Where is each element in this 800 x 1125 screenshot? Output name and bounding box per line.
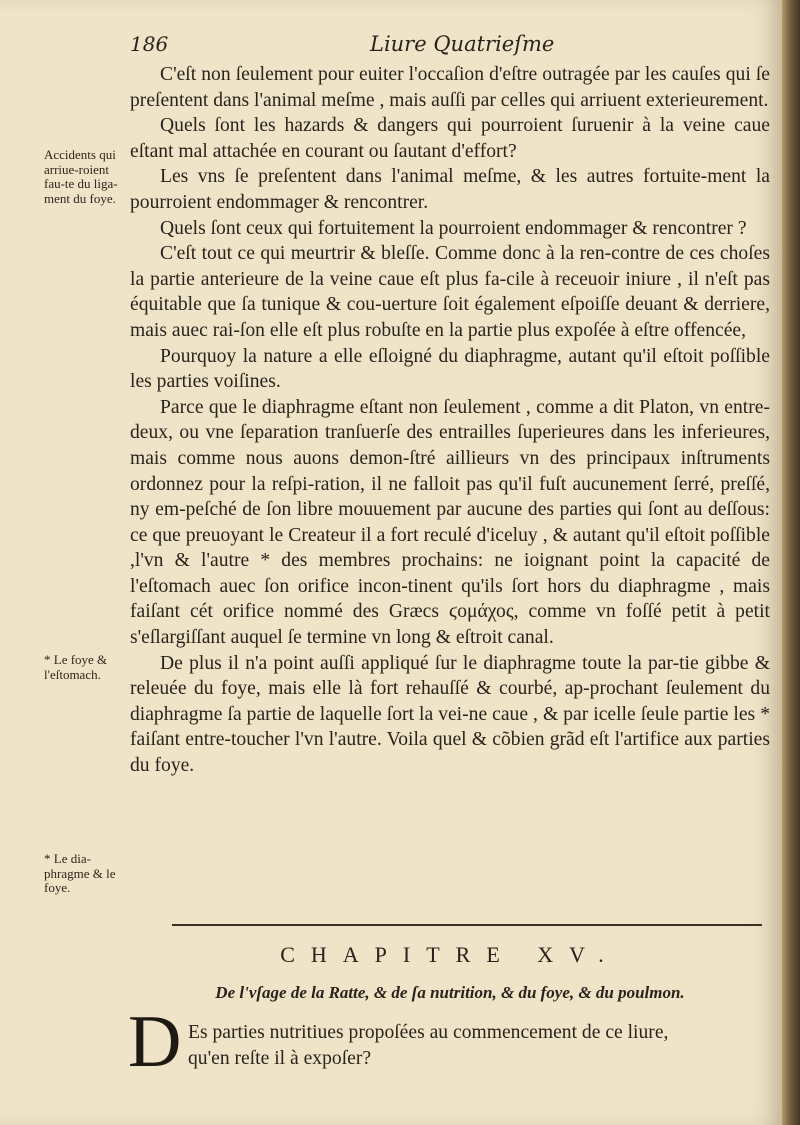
paragraph: Quels ſont les hazards & dangers qui pourroient ſuruenir à la veine caue eſtant mal attachée en courant ou ſautant d'effort?: [130, 115, 770, 162]
paragraph: Parce que le diaphragme eſtant non ſeulement , comme a dit Platon, vn entre-deux, ou vne ſeparation tranſuerſe des entrailles ſuperieures dans les inferieures, mais comme nous auons demon-ſtré aillieurs vn des principaux inſtruments ordonnez pour la reſpi-ration, il ne falloit pas qu'il fuſt aucunement ſerré, preſſé, ny em-peſché de ſon libre mouuement par aucune des parties qui ſont au deſſous: ce que preuoyant le Createur il a fort reculé d'iceluy , & autant qu'il eſtoit poſſible ,l'vn & l'autre * des membres prochains: ne ioignant point la capacité de l'eſtomach auec ſon orifice incon-tinent qu'ils ſort hors du diaphragme , mais faiſant cét orifice nommé des Græcs ϛομάχος, comme vn foſſé petit à petit s'eſlargiſſant auquel ſe termine vn long & eſtroit canal.: [130, 396, 770, 649]
marginal-note: Accidents qui arriue-roient fau-te du liga-ment du foye.: [44, 147, 118, 206]
body-text: [130, 62, 770, 779]
text-line: qu'en reſte il à expoſer?: [188, 1047, 372, 1069]
text-line: Es parties nutritiues propoſées au commencement de ce liure,: [188, 1022, 669, 1043]
paragraph: De plus il n'a point auſſi appliqué ſur le diaphragme toute la par-tie gibbe & releuée du foye, mais elle là fort rehauſſé & courbé, ap-prochant ſeulement du diaphragme ſa partie de laquelle ſort la vei-ne caue , & par icelle ſeule partie les * faiſant entre-toucher l'vn l'autre. Voila quel & cõbien grãd eſt l'artifice aux parties du foye.: [130, 652, 770, 777]
paragraph: C'eſt non ſeulement pour euiter l'occaſion d'eſtre outragée par les cauſes qui ſe preſentent dans l'animal meſme , mais auſſi par celles qui arriuent exterieurement.: [130, 64, 770, 111]
drop-cap: D: [128, 1001, 182, 1083]
page-header: [130, 30, 770, 60]
chapter-opening: [188, 1020, 770, 1071]
paragraph: Les vns ſe preſentent dans l'animal meſme, & les autres fortuite-ment la pourroient endommager & rencontrer.: [130, 166, 770, 213]
running-title: Liure Quatrieſme: [370, 32, 555, 56]
paragraph: Quels ſont ceux qui fortuitement la pourroient endommager & rencontrer ?: [160, 217, 747, 239]
paragraph: Pourquoy la nature a elle eſloigné du diaphragme, autant qu'il eſtoit poſſible les parties voiſines.: [130, 345, 770, 393]
marginal-note: * Le dia-phragme & le foye.: [44, 851, 116, 895]
paragraph: C'eſt tout ce qui meurtrir & bleſſe. Comme donc à la ren-contre de ces choſes la partie anterieure de la veine caue eſt plus fa-cile à receuoir iniure , il n'eſt pas équitable que ſa tunique & cou-uerture ſoit également eſpoiſſe deuant & derriere, mais auec rai-ſon elle eſt plus robuſte en la partie plus expoſée à eſtre offencée,: [130, 243, 770, 341]
chapter-subtitle: De l'vſage de la Ratte, & de ſa nutrition, & du foye, & du poulmon.: [215, 983, 685, 1002]
marginal-note: * Le foye & l'eſtomach.: [44, 652, 108, 682]
page-edge: [782, 0, 800, 1125]
chapter-divider: [172, 924, 762, 926]
chapter-heading: CHAPITRE XV.: [280, 942, 620, 967]
page-number: 186: [130, 32, 169, 56]
